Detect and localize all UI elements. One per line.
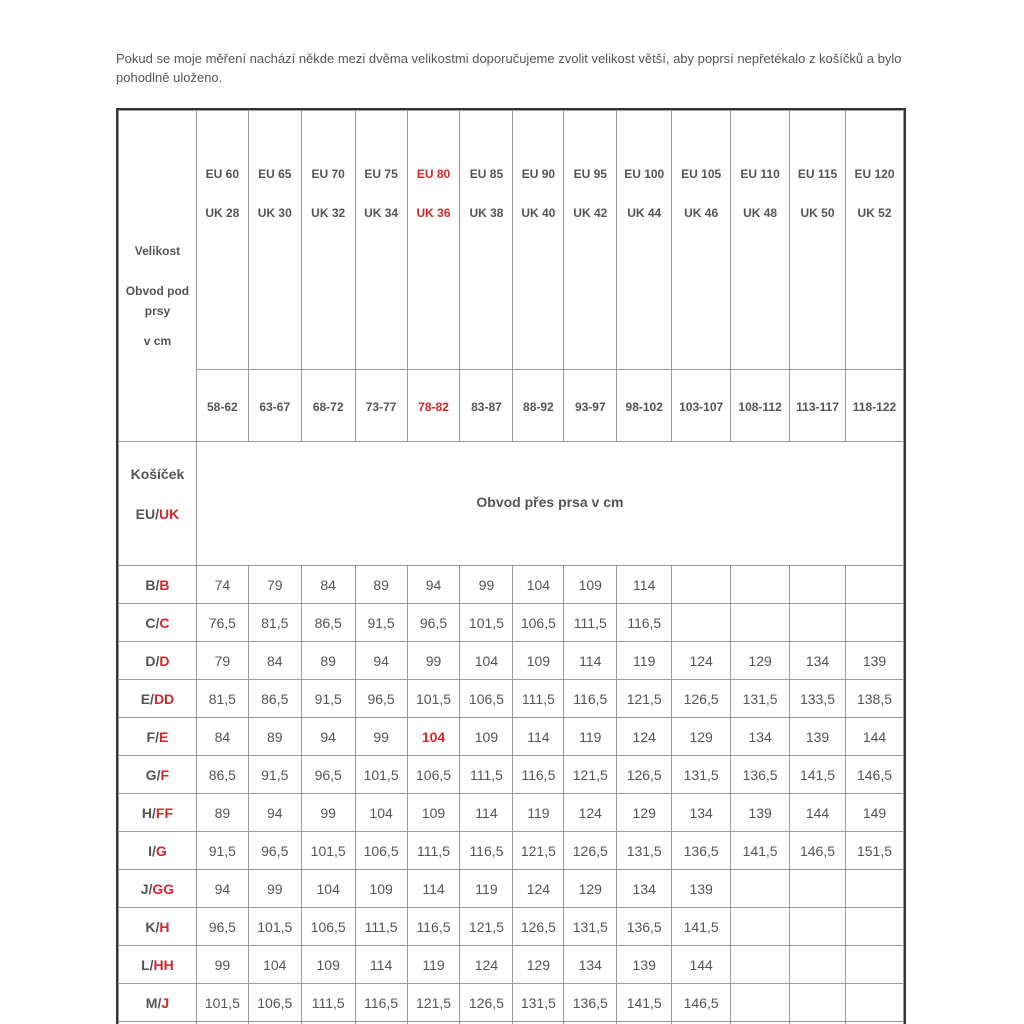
bust-value-cell: 104 bbox=[407, 718, 460, 756]
bust-value-cell: 121,5 bbox=[564, 756, 617, 794]
underbust-label: Obvod pod bbox=[125, 284, 190, 298]
bust-value-cell: 121,5 bbox=[407, 984, 460, 1022]
underbust-range-cell: 98-102 bbox=[617, 370, 672, 442]
bust-value-cell bbox=[790, 604, 846, 642]
size-header-cell bbox=[564, 111, 617, 370]
bust-value-cell: 109 bbox=[460, 718, 513, 756]
bust-value-cell: 101,5 bbox=[460, 604, 513, 642]
underbust-range-cell: 88-92 bbox=[513, 370, 564, 442]
bust-value-cell: 121,5 bbox=[460, 908, 513, 946]
eu-size: EU 110 bbox=[740, 167, 780, 181]
bust-value-cell: 129 bbox=[672, 718, 731, 756]
bust-value-cell: 94 bbox=[407, 566, 460, 604]
bust-value-cell: 131,5 bbox=[513, 984, 564, 1022]
bust-value-cell: 146,5 bbox=[672, 984, 731, 1022]
bust-value-cell: 141,5 bbox=[731, 832, 790, 870]
bust-value-cell: 91,5 bbox=[196, 832, 248, 870]
bust-value-cell bbox=[731, 604, 790, 642]
bust-value-cell: 104 bbox=[460, 642, 513, 680]
uk-size: UK 32 bbox=[311, 206, 346, 220]
bust-value-cell: 116,5 bbox=[617, 604, 672, 642]
cup-separator: / bbox=[152, 842, 156, 859]
bust-value-cell: 84 bbox=[248, 642, 301, 680]
cup-label-cell bbox=[119, 756, 197, 794]
bust-value-cell bbox=[790, 946, 846, 984]
bust-value-cell: 81,5 bbox=[248, 604, 301, 642]
bust-value-cell: 99 bbox=[460, 566, 513, 604]
bust-value-cell bbox=[845, 946, 903, 984]
bust-value-cell: 99 bbox=[248, 870, 301, 908]
uk-size: UK 40 bbox=[521, 206, 556, 220]
cup-system-label bbox=[119, 504, 196, 524]
cup-label-cell bbox=[119, 794, 197, 832]
bust-value-cell: 81,5 bbox=[196, 680, 248, 718]
bust-value-cell: 144 bbox=[790, 794, 846, 832]
cup-row bbox=[119, 794, 904, 832]
cup-eu: H bbox=[141, 804, 152, 821]
bust-value-cell: 106,5 bbox=[301, 908, 355, 946]
cup-label-cell bbox=[119, 604, 197, 642]
cup-row bbox=[119, 604, 904, 642]
underbust-range-cell: 73-77 bbox=[355, 370, 407, 442]
bust-value-cell: 129 bbox=[513, 946, 564, 984]
bust-value-cell: 101,5 bbox=[355, 756, 407, 794]
cup-label-cell bbox=[119, 832, 197, 870]
bust-value-cell: 106,5 bbox=[407, 756, 460, 794]
bust-value-cell: 99 bbox=[196, 946, 248, 984]
bust-value-cell: 106,5 bbox=[460, 680, 513, 718]
bust-value-cell: 89 bbox=[196, 794, 248, 832]
cup-uk: GG bbox=[152, 880, 175, 897]
bust-value-cell: 139 bbox=[672, 870, 731, 908]
bust-value-cell: 114 bbox=[460, 794, 513, 832]
bust-value-cell bbox=[845, 566, 903, 604]
bust-value-cell: 86,5 bbox=[196, 756, 248, 794]
bust-value-cell: 116,5 bbox=[355, 984, 407, 1022]
cup-eu: B bbox=[145, 576, 156, 593]
bust-value-cell: 114 bbox=[617, 566, 672, 604]
cup-row bbox=[119, 946, 904, 984]
bust-value-cell: 126,5 bbox=[564, 832, 617, 870]
bust-value-cell: 146,5 bbox=[790, 832, 846, 870]
size-header-cell bbox=[407, 111, 460, 370]
bust-value-cell: 119 bbox=[564, 718, 617, 756]
bust-value-cell: 94 bbox=[196, 870, 248, 908]
spacer bbox=[119, 261, 196, 271]
bust-value-cell: 121,5 bbox=[617, 680, 672, 718]
eu-size: EU 90 bbox=[521, 167, 556, 181]
uk-size: UK 52 bbox=[857, 206, 892, 220]
bust-value-cell: 134 bbox=[564, 946, 617, 984]
bust-value-cell: 86,5 bbox=[248, 680, 301, 718]
bust-value-cell: 94 bbox=[355, 642, 407, 680]
bust-value-cell: 99 bbox=[407, 642, 460, 680]
eu-size: EU 75 bbox=[364, 167, 398, 181]
bust-value-cell: 131,5 bbox=[672, 756, 731, 794]
cup-eu: E bbox=[140, 690, 151, 707]
cup-separator: / bbox=[149, 956, 154, 973]
cup-separator: / bbox=[155, 918, 160, 935]
size-header-cell bbox=[355, 111, 407, 370]
bust-value-cell: 119 bbox=[460, 870, 513, 908]
bust-value-cell: 131,5 bbox=[564, 908, 617, 946]
bust-value-cell: 136,5 bbox=[617, 908, 672, 946]
bust-value-cell: 111,5 bbox=[513, 680, 564, 718]
bust-value-cell: 86,5 bbox=[301, 604, 355, 642]
cup-row bbox=[119, 718, 904, 756]
underbust-range-cell: 58-62 bbox=[196, 370, 248, 442]
bust-value-cell: 104 bbox=[248, 946, 301, 984]
size-header-cell bbox=[672, 111, 731, 370]
bust-value-cell: 119 bbox=[513, 794, 564, 832]
size-header-cell bbox=[790, 111, 846, 370]
bust-value-cell: 91,5 bbox=[301, 680, 355, 718]
underbust-range-cell: 68-72 bbox=[301, 370, 355, 442]
cup-eu: M bbox=[145, 994, 158, 1011]
bust-value-cell: 111,5 bbox=[355, 908, 407, 946]
cup-eu: L bbox=[141, 956, 150, 973]
bust-value-cell: 101,5 bbox=[196, 984, 248, 1022]
cup-separator: / bbox=[155, 652, 160, 669]
bust-value-cell bbox=[845, 870, 903, 908]
underbust-range-cell: 103-107 bbox=[672, 370, 731, 442]
bust-value-cell bbox=[731, 908, 790, 946]
bust-value-cell: 96,5 bbox=[407, 604, 460, 642]
cup-title: Košíček bbox=[130, 466, 185, 482]
bust-value-cell bbox=[845, 604, 903, 642]
bust-value-cell: 133,5 bbox=[790, 680, 846, 718]
bust-value-cell: 116,5 bbox=[513, 756, 564, 794]
eu-size: EU 100 bbox=[624, 167, 665, 181]
uk-size: UK 30 bbox=[257, 206, 292, 220]
bust-value-cell: 76,5 bbox=[196, 604, 248, 642]
bust-value-cell: 144 bbox=[672, 946, 731, 984]
size-header-cell bbox=[845, 111, 903, 370]
bust-value-cell: 141,5 bbox=[617, 984, 672, 1022]
bust-value-cell: 139 bbox=[731, 794, 790, 832]
bust-value-cell bbox=[731, 984, 790, 1022]
size-table bbox=[118, 110, 904, 1024]
bust-value-cell bbox=[672, 604, 731, 642]
size-label-cell bbox=[119, 111, 197, 442]
eu-size: EU 85 bbox=[469, 167, 504, 181]
size-header-cell bbox=[617, 111, 672, 370]
bust-value-cell: 104 bbox=[355, 794, 407, 832]
bust-value-cell: 74 bbox=[196, 566, 248, 604]
bust-value-cell: 99 bbox=[301, 794, 355, 832]
underbust-range-cell: 83-87 bbox=[460, 370, 513, 442]
bust-value-cell: 91,5 bbox=[355, 604, 407, 642]
cup-row bbox=[119, 680, 904, 718]
underbust-range-cell: 63-67 bbox=[248, 370, 301, 442]
underbust-range-cell: 108-112 bbox=[731, 370, 790, 442]
bust-value-cell: 106,5 bbox=[355, 832, 407, 870]
uk-size: UK 28 bbox=[205, 206, 240, 220]
cup-row bbox=[119, 832, 904, 870]
bust-value-cell: 104 bbox=[513, 566, 564, 604]
bust-value-cell: 129 bbox=[731, 642, 790, 680]
cup-label-cell bbox=[119, 984, 197, 1022]
eu-size: EU 70 bbox=[311, 167, 345, 181]
bust-value-cell: 106,5 bbox=[248, 984, 301, 1022]
bust-value-cell: 114 bbox=[513, 718, 564, 756]
bust-value-cell bbox=[731, 870, 790, 908]
bust-value-cell: 114 bbox=[564, 642, 617, 680]
cup-uk: G bbox=[155, 842, 167, 859]
cup-label-cell bbox=[119, 908, 197, 946]
cup-uk: E bbox=[159, 728, 169, 745]
bust-value-cell bbox=[731, 566, 790, 604]
bust-value-cell: 89 bbox=[301, 642, 355, 680]
bust-value-cell: 111,5 bbox=[407, 832, 460, 870]
bust-value-cell: 116,5 bbox=[407, 908, 460, 946]
underbust-range-cell: 78-82 bbox=[407, 370, 460, 442]
intro-paragraph: Pokud se moje měření nachází někde mezi dvěma velikostmi doporučujeme zvolit velikost větší, aby poprsí nepřetékalo z košíčků a bylo pohodlně uloženo. bbox=[116, 51, 902, 85]
underbust-range-cell: 118-122 bbox=[845, 370, 903, 442]
eu-size: EU 105 bbox=[681, 167, 722, 181]
bust-value-cell: 99 bbox=[355, 718, 407, 756]
cup-separator: / bbox=[150, 690, 154, 707]
bust-value-cell: 79 bbox=[196, 642, 248, 680]
spacer bbox=[119, 321, 196, 331]
bust-value-cell: 141,5 bbox=[672, 908, 731, 946]
bust-value-cell: 89 bbox=[355, 566, 407, 604]
bust-value-cell: 109 bbox=[513, 642, 564, 680]
size-header-row bbox=[119, 111, 904, 370]
cup-uk: H bbox=[159, 918, 170, 935]
bust-value-cell: 111,5 bbox=[564, 604, 617, 642]
bust-value-cell: 84 bbox=[196, 718, 248, 756]
cup-row bbox=[119, 908, 904, 946]
bust-value-cell bbox=[845, 908, 903, 946]
size-label: Velikost bbox=[134, 244, 181, 258]
cup-row bbox=[119, 756, 904, 794]
bust-value-cell: 96,5 bbox=[355, 680, 407, 718]
bust-value-cell: 131,5 bbox=[617, 832, 672, 870]
cup-header-cell bbox=[119, 442, 197, 566]
bust-value-cell bbox=[790, 870, 846, 908]
underbust-range-cell: 93-97 bbox=[564, 370, 617, 442]
uk-size: UK 42 bbox=[573, 206, 608, 220]
uk-size: UK 48 bbox=[743, 206, 778, 220]
bust-value-cell: 129 bbox=[564, 870, 617, 908]
cup-label-cell bbox=[119, 870, 197, 908]
eu-size: EU 95 bbox=[573, 167, 607, 181]
cup-uk: DD bbox=[153, 690, 175, 707]
bust-value-cell: 134 bbox=[731, 718, 790, 756]
bust-value-cell: 119 bbox=[617, 642, 672, 680]
bust-value-cell: 126,5 bbox=[672, 680, 731, 718]
bust-value-cell bbox=[790, 566, 846, 604]
bust-value-cell bbox=[790, 908, 846, 946]
bust-value-cell: 134 bbox=[672, 794, 731, 832]
cup-eu: G bbox=[145, 766, 157, 783]
bust-value-cell: 124 bbox=[672, 642, 731, 680]
bust-value-cell: 109 bbox=[355, 870, 407, 908]
size-header-cell bbox=[731, 111, 790, 370]
cup-uk: HH bbox=[153, 956, 174, 973]
cup-uk: C bbox=[159, 614, 170, 631]
bust-value-cell: 109 bbox=[301, 946, 355, 984]
cup-uk: F bbox=[160, 766, 170, 783]
size-header-cell bbox=[248, 111, 301, 370]
bust-value-cell: 136,5 bbox=[672, 832, 731, 870]
bust-value-cell: 114 bbox=[407, 870, 460, 908]
cup-label-cell bbox=[119, 680, 197, 718]
size-header-cell bbox=[513, 111, 564, 370]
eu-size: EU 80 bbox=[416, 167, 451, 181]
cup-separator: / bbox=[156, 766, 161, 783]
bust-value-cell: 134 bbox=[617, 870, 672, 908]
eu-size: EU 60 bbox=[205, 167, 240, 181]
bust-value-cell: 116,5 bbox=[460, 832, 513, 870]
cup-row bbox=[119, 642, 904, 680]
bust-value-cell: 89 bbox=[248, 718, 301, 756]
bust-value-cell: 126,5 bbox=[617, 756, 672, 794]
underbust-range-row bbox=[119, 370, 904, 442]
bust-value-cell: 91,5 bbox=[248, 756, 301, 794]
bust-value-cell: 138,5 bbox=[845, 680, 903, 718]
bust-value-cell: 146,5 bbox=[845, 756, 903, 794]
bust-value-cell: 101,5 bbox=[407, 680, 460, 718]
bust-value-cell: 136,5 bbox=[564, 984, 617, 1022]
bust-value-cell: 101,5 bbox=[301, 832, 355, 870]
cup-eu: F bbox=[146, 728, 156, 745]
bust-value-cell: 94 bbox=[301, 718, 355, 756]
cup-uk: FF bbox=[155, 804, 173, 821]
cup-row bbox=[119, 566, 904, 604]
bust-value-cell: 124 bbox=[513, 870, 564, 908]
bust-value-cell: 141,5 bbox=[790, 756, 846, 794]
uk-size: UK 46 bbox=[684, 206, 719, 220]
bust-value-cell: 111,5 bbox=[301, 984, 355, 1022]
eu-size: EU 115 bbox=[797, 167, 838, 181]
uk-size: UK 44 bbox=[627, 206, 662, 220]
size-chart bbox=[116, 108, 906, 1024]
bust-value-cell: 139 bbox=[617, 946, 672, 984]
cup-label-cell bbox=[119, 566, 197, 604]
bust-value-cell bbox=[672, 566, 731, 604]
bust-value-cell: 139 bbox=[790, 718, 846, 756]
cup-row bbox=[119, 870, 904, 908]
bust-value-cell: 114 bbox=[355, 946, 407, 984]
underbust-label-2: prsy bbox=[144, 304, 171, 318]
cup-uk: J bbox=[161, 994, 170, 1011]
bust-value-cell: 106,5 bbox=[513, 604, 564, 642]
bust-value-cell: 126,5 bbox=[460, 984, 513, 1022]
bust-value-cell: 79 bbox=[248, 566, 301, 604]
underbust-range-cell: 113-117 bbox=[790, 370, 846, 442]
cup-row bbox=[119, 984, 904, 1022]
bust-header-cell: Obvod přes prsa v cm bbox=[196, 442, 903, 566]
uk-size: UK 36 bbox=[416, 206, 451, 220]
size-header-cell bbox=[460, 111, 513, 370]
bust-value-cell: 121,5 bbox=[513, 832, 564, 870]
eu-size: EU 65 bbox=[258, 167, 292, 181]
cup-uk-label: UK bbox=[159, 506, 180, 522]
bust-value-cell: 151,5 bbox=[845, 832, 903, 870]
cup-separator: / bbox=[155, 506, 159, 522]
bust-value-cell: 96,5 bbox=[301, 756, 355, 794]
size-header-cell bbox=[301, 111, 355, 370]
eu-size: EU 120 bbox=[854, 167, 895, 181]
uk-size: UK 38 bbox=[469, 206, 504, 220]
bust-value-cell: 144 bbox=[845, 718, 903, 756]
cup-separator: / bbox=[155, 728, 159, 745]
cup-eu: I bbox=[148, 842, 152, 859]
cup-separator: / bbox=[152, 804, 156, 821]
bust-value-cell: 104 bbox=[301, 870, 355, 908]
unit-label: v cm bbox=[143, 334, 172, 348]
cup-eu: K bbox=[145, 918, 156, 935]
bust-value-cell: 129 bbox=[617, 794, 672, 832]
cup-eu-label: EU bbox=[135, 506, 156, 522]
spacer bbox=[119, 271, 196, 281]
cup-uk: D bbox=[159, 652, 170, 669]
cup-separator: / bbox=[155, 576, 160, 593]
bust-value-cell: 134 bbox=[790, 642, 846, 680]
cup-label-cell bbox=[119, 718, 197, 756]
bust-value-cell: 124 bbox=[460, 946, 513, 984]
bust-value-cell: 84 bbox=[301, 566, 355, 604]
bust-value-cell: 149 bbox=[845, 794, 903, 832]
bust-value-cell: 101,5 bbox=[248, 908, 301, 946]
bust-value-cell: 111,5 bbox=[460, 756, 513, 794]
bust-value-cell: 109 bbox=[564, 566, 617, 604]
bust-value-cell: 119 bbox=[407, 946, 460, 984]
bust-value-cell: 124 bbox=[617, 718, 672, 756]
bust-value-cell: 126,5 bbox=[513, 908, 564, 946]
cup-separator: / bbox=[148, 880, 153, 897]
cup-header-row bbox=[119, 442, 904, 566]
size-header-cell bbox=[196, 111, 248, 370]
uk-size: UK 34 bbox=[364, 206, 399, 220]
bust-value-cell: 139 bbox=[845, 642, 903, 680]
cup-uk: B bbox=[159, 576, 170, 593]
cup-separator: / bbox=[155, 614, 160, 631]
bust-value-cell: 96,5 bbox=[248, 832, 301, 870]
bust-value-cell: 109 bbox=[407, 794, 460, 832]
bust-value-cell: 131,5 bbox=[731, 680, 790, 718]
bust-value-cell: 124 bbox=[564, 794, 617, 832]
spacer bbox=[119, 484, 196, 504]
cup-eu: D bbox=[145, 652, 156, 669]
bust-value-cell bbox=[790, 984, 846, 1022]
bust-value-cell: 94 bbox=[248, 794, 301, 832]
bust-value-cell: 136,5 bbox=[731, 756, 790, 794]
cup-eu: C bbox=[145, 614, 156, 631]
cup-separator: / bbox=[157, 994, 162, 1011]
bust-value-cell bbox=[845, 984, 903, 1022]
bust-value-cell bbox=[731, 946, 790, 984]
cup-label-cell bbox=[119, 946, 197, 984]
cup-eu: J bbox=[140, 880, 149, 897]
bust-value-cell: 116,5 bbox=[564, 680, 617, 718]
cup-label-cell bbox=[119, 642, 197, 680]
uk-size: UK 50 bbox=[800, 206, 835, 220]
bust-value-cell: 96,5 bbox=[196, 908, 248, 946]
